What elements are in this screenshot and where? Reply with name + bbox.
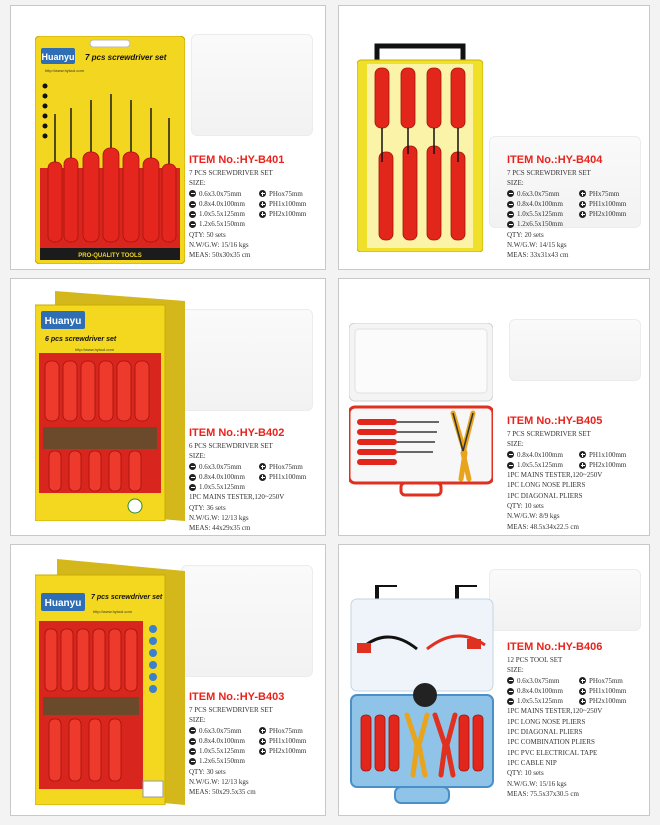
phillips-icon [579, 211, 586, 218]
net-gross-weight: N.W/G.W: 8/9 kgs [507, 512, 560, 521]
measurement: MEAS: 44x29x35 cm [189, 524, 251, 533]
qty: QTY: 20 sets [507, 230, 544, 239]
product-photo-b405 [349, 323, 493, 499]
product-info-b406 [507, 641, 647, 799]
item-number: ITEM No.:HY-B401 [189, 154, 285, 166]
extra-item: 1PC MAINS TESTER,120~250V [507, 707, 603, 716]
phillips-icon [579, 190, 586, 197]
background-photo-ghost [191, 34, 313, 136]
item-number: ITEM No.:HY-B405 [507, 415, 603, 427]
item-number: ITEM No.:HY-B404 [507, 154, 603, 166]
phillips-icon [259, 738, 266, 745]
phillips-icon [579, 462, 586, 469]
net-gross-weight: N.W/G.W: 15/16 kgs [189, 241, 249, 250]
product-photo-b402 [35, 291, 185, 521]
measurement: MEAS: 50x30x35 cm [189, 251, 251, 260]
qty: QTY: 36 sets [189, 503, 226, 512]
extra-item: 1PC CABLE NIP [507, 758, 557, 767]
extra-item: 1PC LONG NOSE PLIERS [507, 717, 586, 726]
phillips-icon [579, 451, 586, 458]
extra-item: 1PC MAINS TESTER,120~250V [189, 493, 285, 502]
phillips-icon [259, 201, 266, 208]
pack-brand-b403: Huanyu [44, 598, 82, 609]
pack-brand-b402: Huanyu [44, 316, 82, 327]
extra-item: 1PC COMBINATION PLIERS [507, 738, 595, 747]
measurement: MEAS: 33x31x43 cm [507, 251, 569, 260]
size-label: SIZE: [507, 179, 524, 188]
background-photo-ghost [489, 569, 641, 631]
size-item: PHox75mm [259, 462, 321, 472]
pack-title-b401: 7 pcs screwdriver set [85, 53, 167, 62]
pack-title-b402: 6 pcs screwdriver set [45, 336, 117, 343]
size-item: 0.6x3.0x75mm [189, 189, 251, 199]
phillips-icon [259, 474, 266, 481]
size-item: PH1x100mm [259, 199, 321, 209]
item-description: 7 PCS SCREWDRIVER SET [507, 169, 591, 177]
size-item: 0.8x4.0x100mm [507, 199, 571, 209]
item-description: 6 PCS SCREWDRIVER SET [189, 442, 273, 450]
slotted-icon [189, 758, 196, 765]
slotted-icon [189, 484, 196, 491]
phillips-icon [259, 727, 266, 734]
measurement: MEAS: 75.5x37x30.5 cm [507, 789, 579, 798]
size-item: 0.8x4.0x100mm [189, 472, 251, 482]
size-item: PHox75mm [579, 676, 641, 686]
size-item: PH2x100mm [579, 696, 641, 706]
product-info-b401 [189, 154, 321, 261]
slotted-icon [507, 462, 514, 469]
product-card-b403 [10, 544, 326, 816]
slotted-icon [507, 451, 514, 458]
product-info-b402 [189, 427, 321, 534]
phillips-icon [259, 211, 266, 218]
qty: QTY: 50 sets [189, 230, 226, 239]
size-item: 1.0x5.5x125mm [189, 209, 251, 219]
pack-url-b403: http://www.hytool.com [93, 609, 132, 614]
slotted-icon [507, 688, 514, 695]
size-label: SIZE: [507, 440, 524, 449]
size-item: 1.2x6.5x150mm [189, 219, 251, 229]
slotted-icon [189, 201, 196, 208]
qty: QTY: 10 sets [507, 502, 544, 511]
size-item: PH2x100mm [259, 209, 321, 219]
product-info-b403 [189, 691, 321, 798]
phillips-icon [259, 748, 266, 755]
slotted-icon [507, 677, 514, 684]
size-item: 0.6x3.0x75mm [189, 726, 251, 736]
slotted-icon [507, 211, 514, 218]
size-item: PH1x100mm [259, 472, 321, 482]
size-label: SIZE: [189, 716, 206, 725]
phillips-icon [579, 201, 586, 208]
size-item: 0.6x3.0x75mm [507, 676, 571, 686]
phillips-icon [579, 688, 586, 695]
item-description: 7 PCS SCREWDRIVER SET [507, 430, 591, 438]
net-gross-weight: N.W/G.W: 14/15 kgs [507, 241, 567, 250]
slotted-icon [189, 727, 196, 734]
item-description: 7 PCS SCREWDRIVER SET [189, 169, 273, 177]
product-card-b404 [338, 5, 650, 270]
pack-url-b401: http://www.hytool.com [45, 68, 84, 73]
slotted-icon [189, 463, 196, 470]
extra-item: 1PC DIAGONAL PLIERS [507, 728, 583, 737]
phillips-icon [579, 677, 586, 684]
size-item: PH1x100mm [579, 686, 641, 696]
item-number: ITEM No.:HY-B403 [189, 691, 285, 703]
slotted-icon [189, 738, 196, 745]
product-card-b402 [10, 278, 326, 536]
size-item: PH1x100mm [579, 450, 643, 460]
size-item: PHox75mm [259, 726, 321, 736]
size-item: 1.0x5.5x125mm [189, 746, 251, 756]
phillips-icon [579, 698, 586, 705]
size-item: PH2x100mm [579, 460, 643, 470]
extra-item: 1PC DIAGONAL PLIERS [507, 491, 583, 500]
size-item: 1.0x5.5x125mm [507, 696, 571, 706]
size-item: 0.8x4.0x100mm [507, 450, 571, 460]
item-number: ITEM No.:HY-B406 [507, 641, 603, 653]
size-item: 0.6x3.0x75mm [189, 462, 251, 472]
net-gross-weight: N.W/G.W: 15/16 kgs [507, 779, 567, 788]
item-description: 12 PCS TOOL SET [507, 656, 563, 664]
size-item: 1.0x5.5x125mm [507, 209, 571, 219]
product-photo-b404 [357, 42, 483, 252]
slotted-icon [507, 201, 514, 208]
measurement: MEAS: 48.5x34x22.5 cm [507, 522, 579, 531]
measurement: MEAS: 50x29.5x35 cm [189, 788, 256, 797]
qty: QTY: 30 sets [189, 767, 226, 776]
extra-item: 1PC LONG NOSE PLIERS [507, 481, 586, 490]
size-label: SIZE: [189, 179, 206, 188]
background-photo-ghost [509, 319, 641, 381]
size-item: PH1x100mm [259, 736, 321, 746]
size-item: 0.8x4.0x100mm [507, 686, 571, 696]
size-item: PH2x100mm [579, 209, 641, 219]
size-item: PH2x100mm [259, 746, 321, 756]
qty: QTY: 10 sets [507, 769, 544, 778]
extra-item: 1PC MAINS TESTER,120~250V [507, 471, 603, 480]
product-photo-b403 [35, 559, 185, 805]
net-gross-weight: N.W/G.W: 12/13 kgs [189, 514, 249, 523]
slotted-icon [507, 190, 514, 197]
size-item: 1.0x5.5x125mm [189, 482, 251, 492]
item-description: 7 PCS SCREWDRIVER SET [189, 706, 273, 714]
slotted-icon [507, 698, 514, 705]
size-item: 0.8x4.0x100mm [189, 736, 251, 746]
product-info-b405 [507, 415, 647, 532]
product-photo-b406 [347, 585, 497, 809]
phillips-icon [259, 190, 266, 197]
slotted-icon [189, 748, 196, 755]
slotted-icon [189, 190, 196, 197]
phillips-icon [259, 463, 266, 470]
product-photo-b401 [35, 36, 185, 264]
background-photo-ghost [181, 309, 313, 411]
product-card-b405 [338, 278, 650, 536]
size-item: PHx75mm [579, 189, 641, 199]
pack-brand-b401: Huanyu [41, 52, 75, 62]
extra-item: 1PC PVC ELECTRICAL TAPE [507, 748, 598, 757]
net-gross-weight: N.W/G.W: 12/13 kgs [189, 778, 249, 787]
size-item: 1.0x5.5x125mm [507, 460, 571, 470]
product-info-b404 [507, 154, 643, 261]
size-item: 1.2x6.5x150mm [507, 219, 571, 229]
slotted-icon [189, 211, 196, 218]
size-item: 0.6x3.0x75mm [507, 189, 571, 199]
pack-title-b403: 7 pcs screwdriver set [91, 594, 163, 601]
background-photo-ghost [181, 565, 313, 677]
size-item: PH1x100mm [579, 199, 641, 209]
item-number: ITEM No.:HY-B402 [189, 427, 285, 439]
size-item: 0.8x4.0x100mm [189, 199, 251, 209]
size-item: PHox75mm [259, 189, 321, 199]
pack-url-b402: http://www.hytool.com [75, 347, 114, 352]
slotted-icon [189, 221, 196, 228]
size-item: 1.2x6.5x150mm [189, 756, 251, 766]
product-card-b406 [338, 544, 650, 816]
product-card-b401 [10, 5, 326, 270]
size-label: SIZE: [507, 666, 524, 675]
size-label: SIZE: [189, 452, 206, 461]
slotted-icon [189, 474, 196, 481]
pack-footer-b401: PRO-QUALITY TOOLS [78, 253, 142, 259]
slotted-icon [507, 221, 514, 228]
